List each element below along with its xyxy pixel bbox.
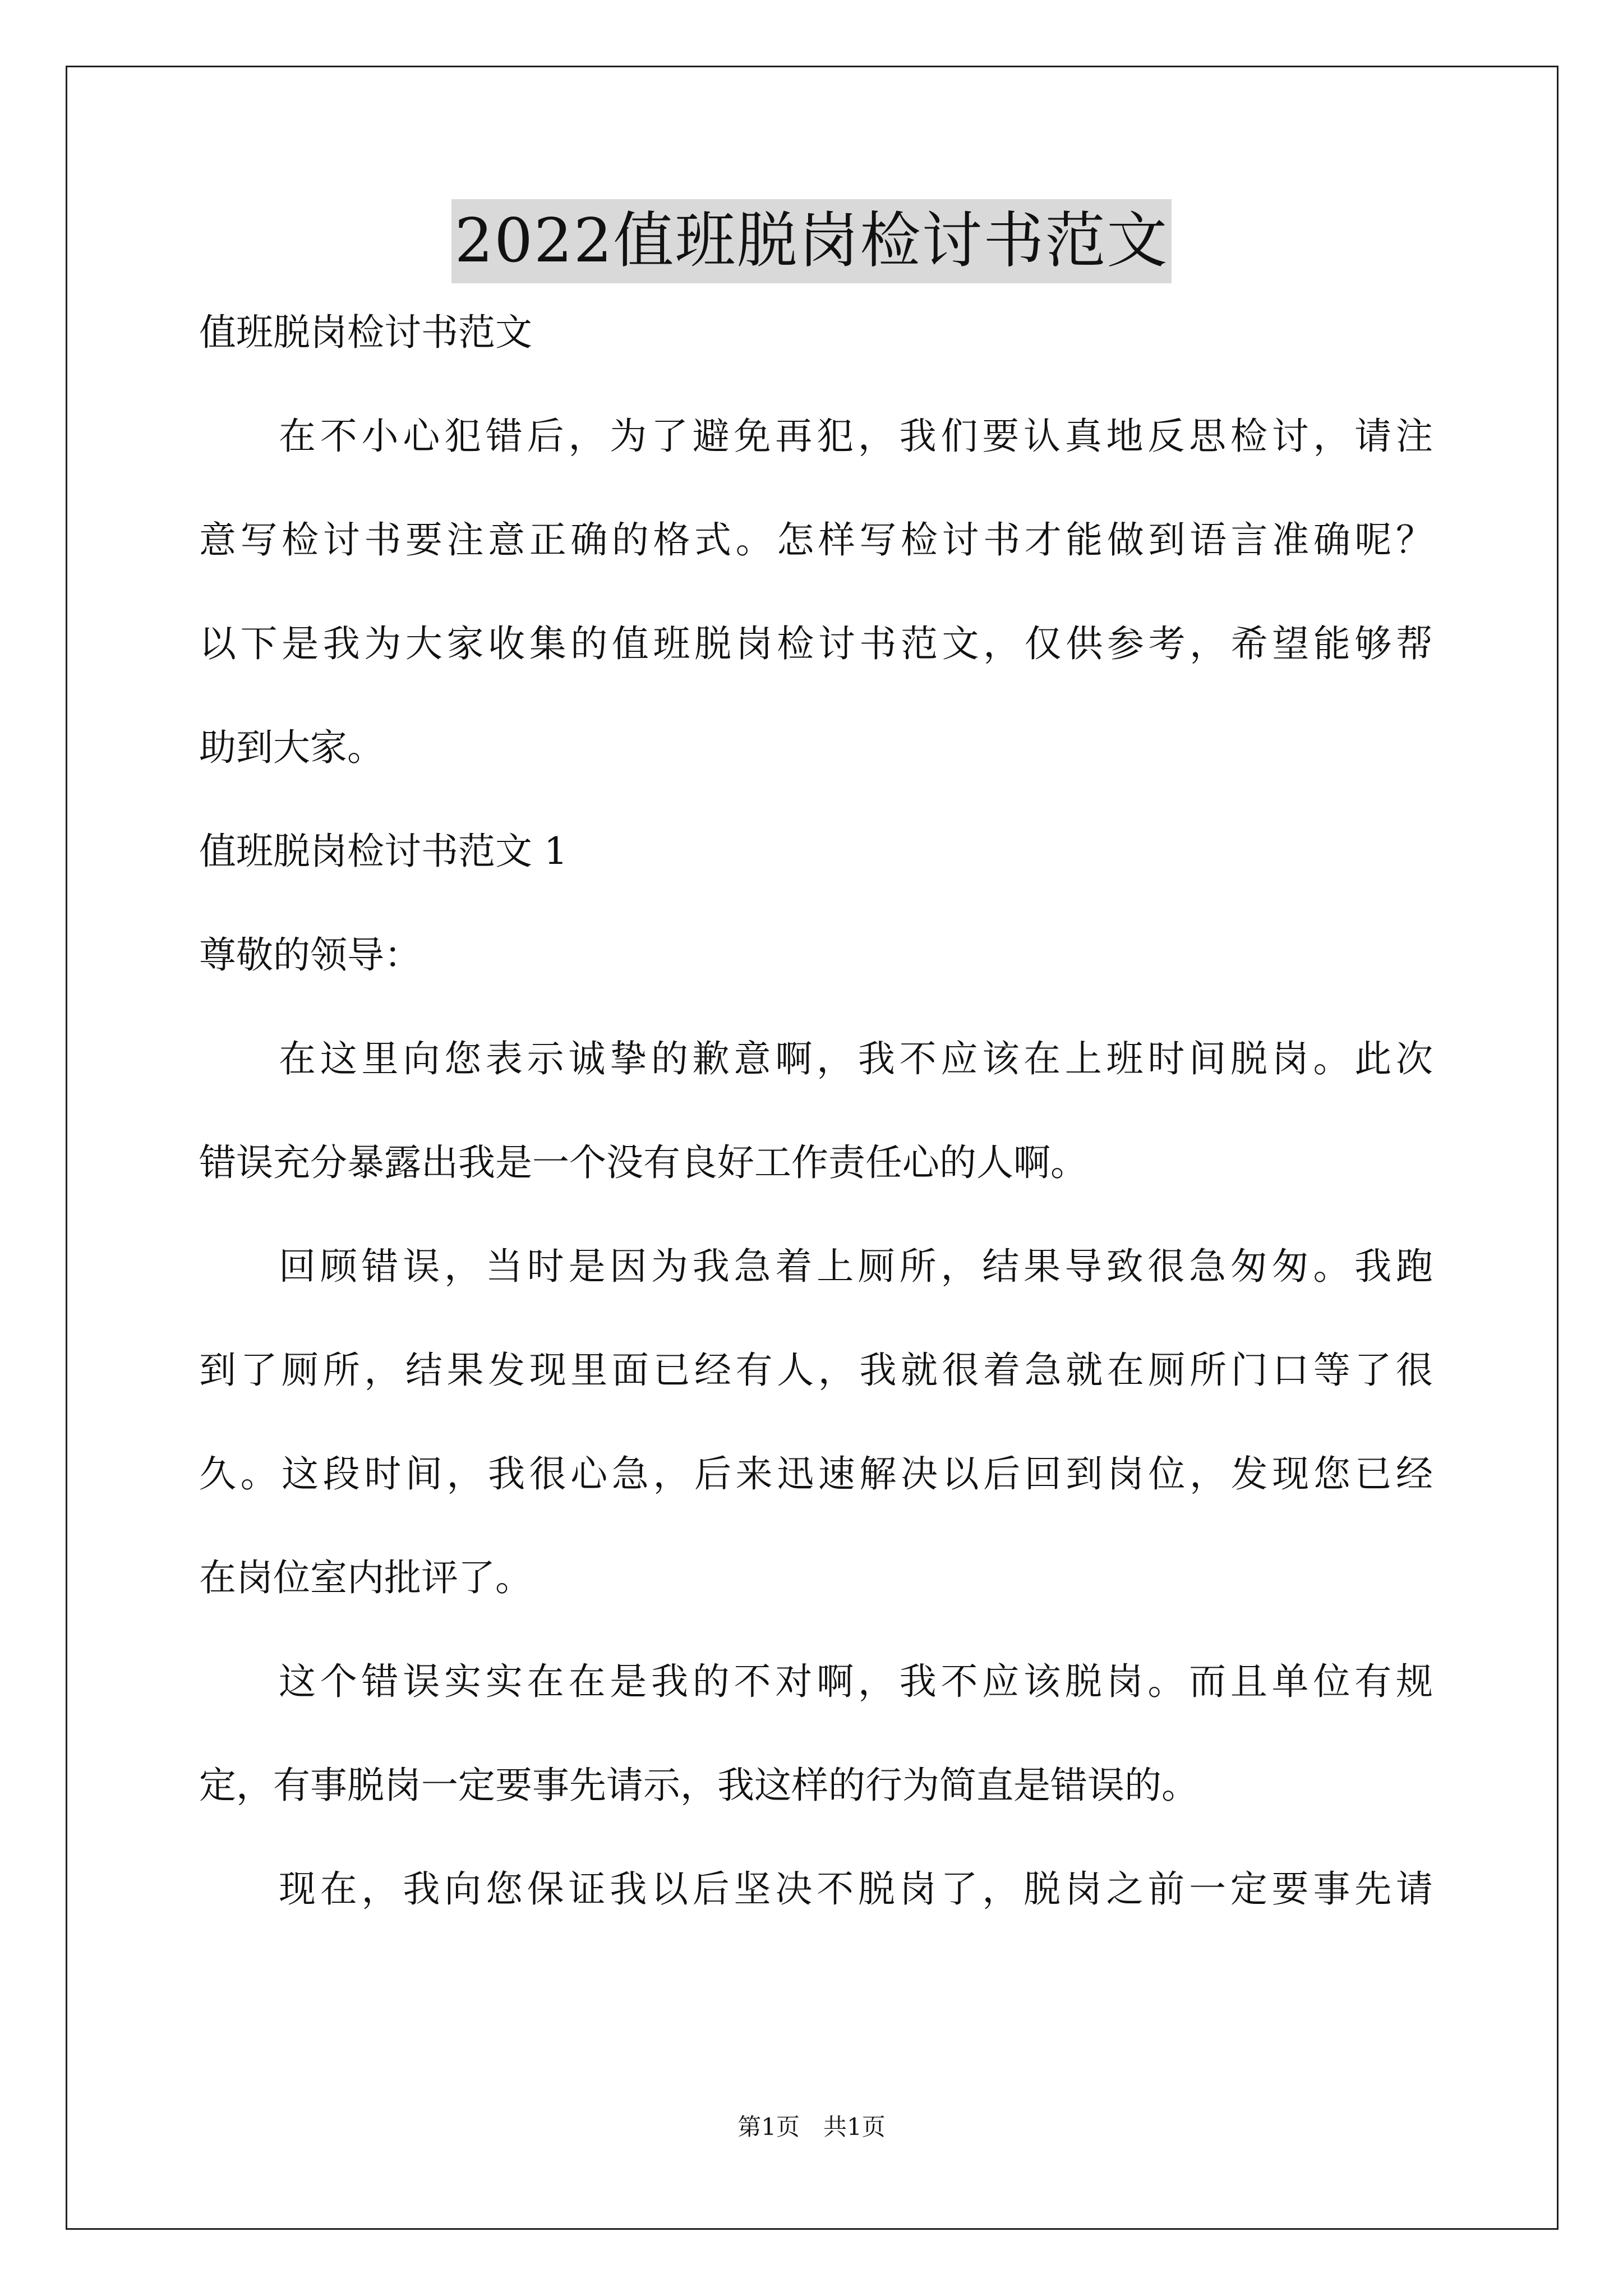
paragraph-line: 到了厕所，结果发现里面已经有人，我就很着急就在厕所门口等了很 — [199, 1349, 1433, 1392]
document-body — [199, 306, 1433, 1966]
paragraph-line: 在这里向您表示诚挚的歉意啊，我不应该在上班时间脱岗。此次 — [279, 1037, 1433, 1080]
title-container — [0, 199, 1623, 283]
page-footer: 第1页 共1页 — [737, 2113, 886, 2141]
paragraph-line: 意写检讨书要注意正确的格式。怎样写检讨书才能做到语言准确呢？ — [199, 518, 1433, 562]
paragraph-line: 错误充分暴露出我是一个没有良好工作责任心的人啊。 — [199, 1141, 1087, 1184]
paragraph-line: 值班脱岗检讨书范文 1 — [199, 830, 568, 873]
paragraph-line: 这个错误实实在在是我的不对啊，我不应该脱岗。而且单位有规 — [279, 1660, 1433, 1703]
paragraph-line: 值班脱岗检讨书范文 — [199, 311, 532, 354]
paragraph-line: 助到大家。 — [199, 726, 384, 769]
paragraph-line: 现在，我向您保证我以后坚决不脱岗了，脱岗之前一定要事先请 — [279, 1867, 1433, 1911]
paragraph-line: 在不小心犯错后，为了避免再犯，我们要认真地反思检讨，请注 — [279, 415, 1433, 458]
document-title: 2022值班脱岗检讨书范文 — [451, 199, 1172, 283]
paragraph-line: 回顾错误，当时是因为我急着上厕所，结果导致很急匆匆。我跑 — [279, 1245, 1433, 1288]
paragraph-line: 以下是我为大家收集的值班脱岗检讨书范文，仅供参考，希望能够帮 — [199, 622, 1433, 665]
paragraph-line: 在岗位室内批评了。 — [199, 1556, 532, 1599]
paragraph-line: 久。这段时间，我很心急，后来迅速解决以后回到岗位，发现您已经 — [199, 1452, 1433, 1496]
paragraph-line: 定，有事脱岗一定要事先请示，我这样的行为简直是错误的。 — [199, 1764, 1198, 1807]
paragraph-line: 尊敬的领导： — [199, 933, 421, 977]
